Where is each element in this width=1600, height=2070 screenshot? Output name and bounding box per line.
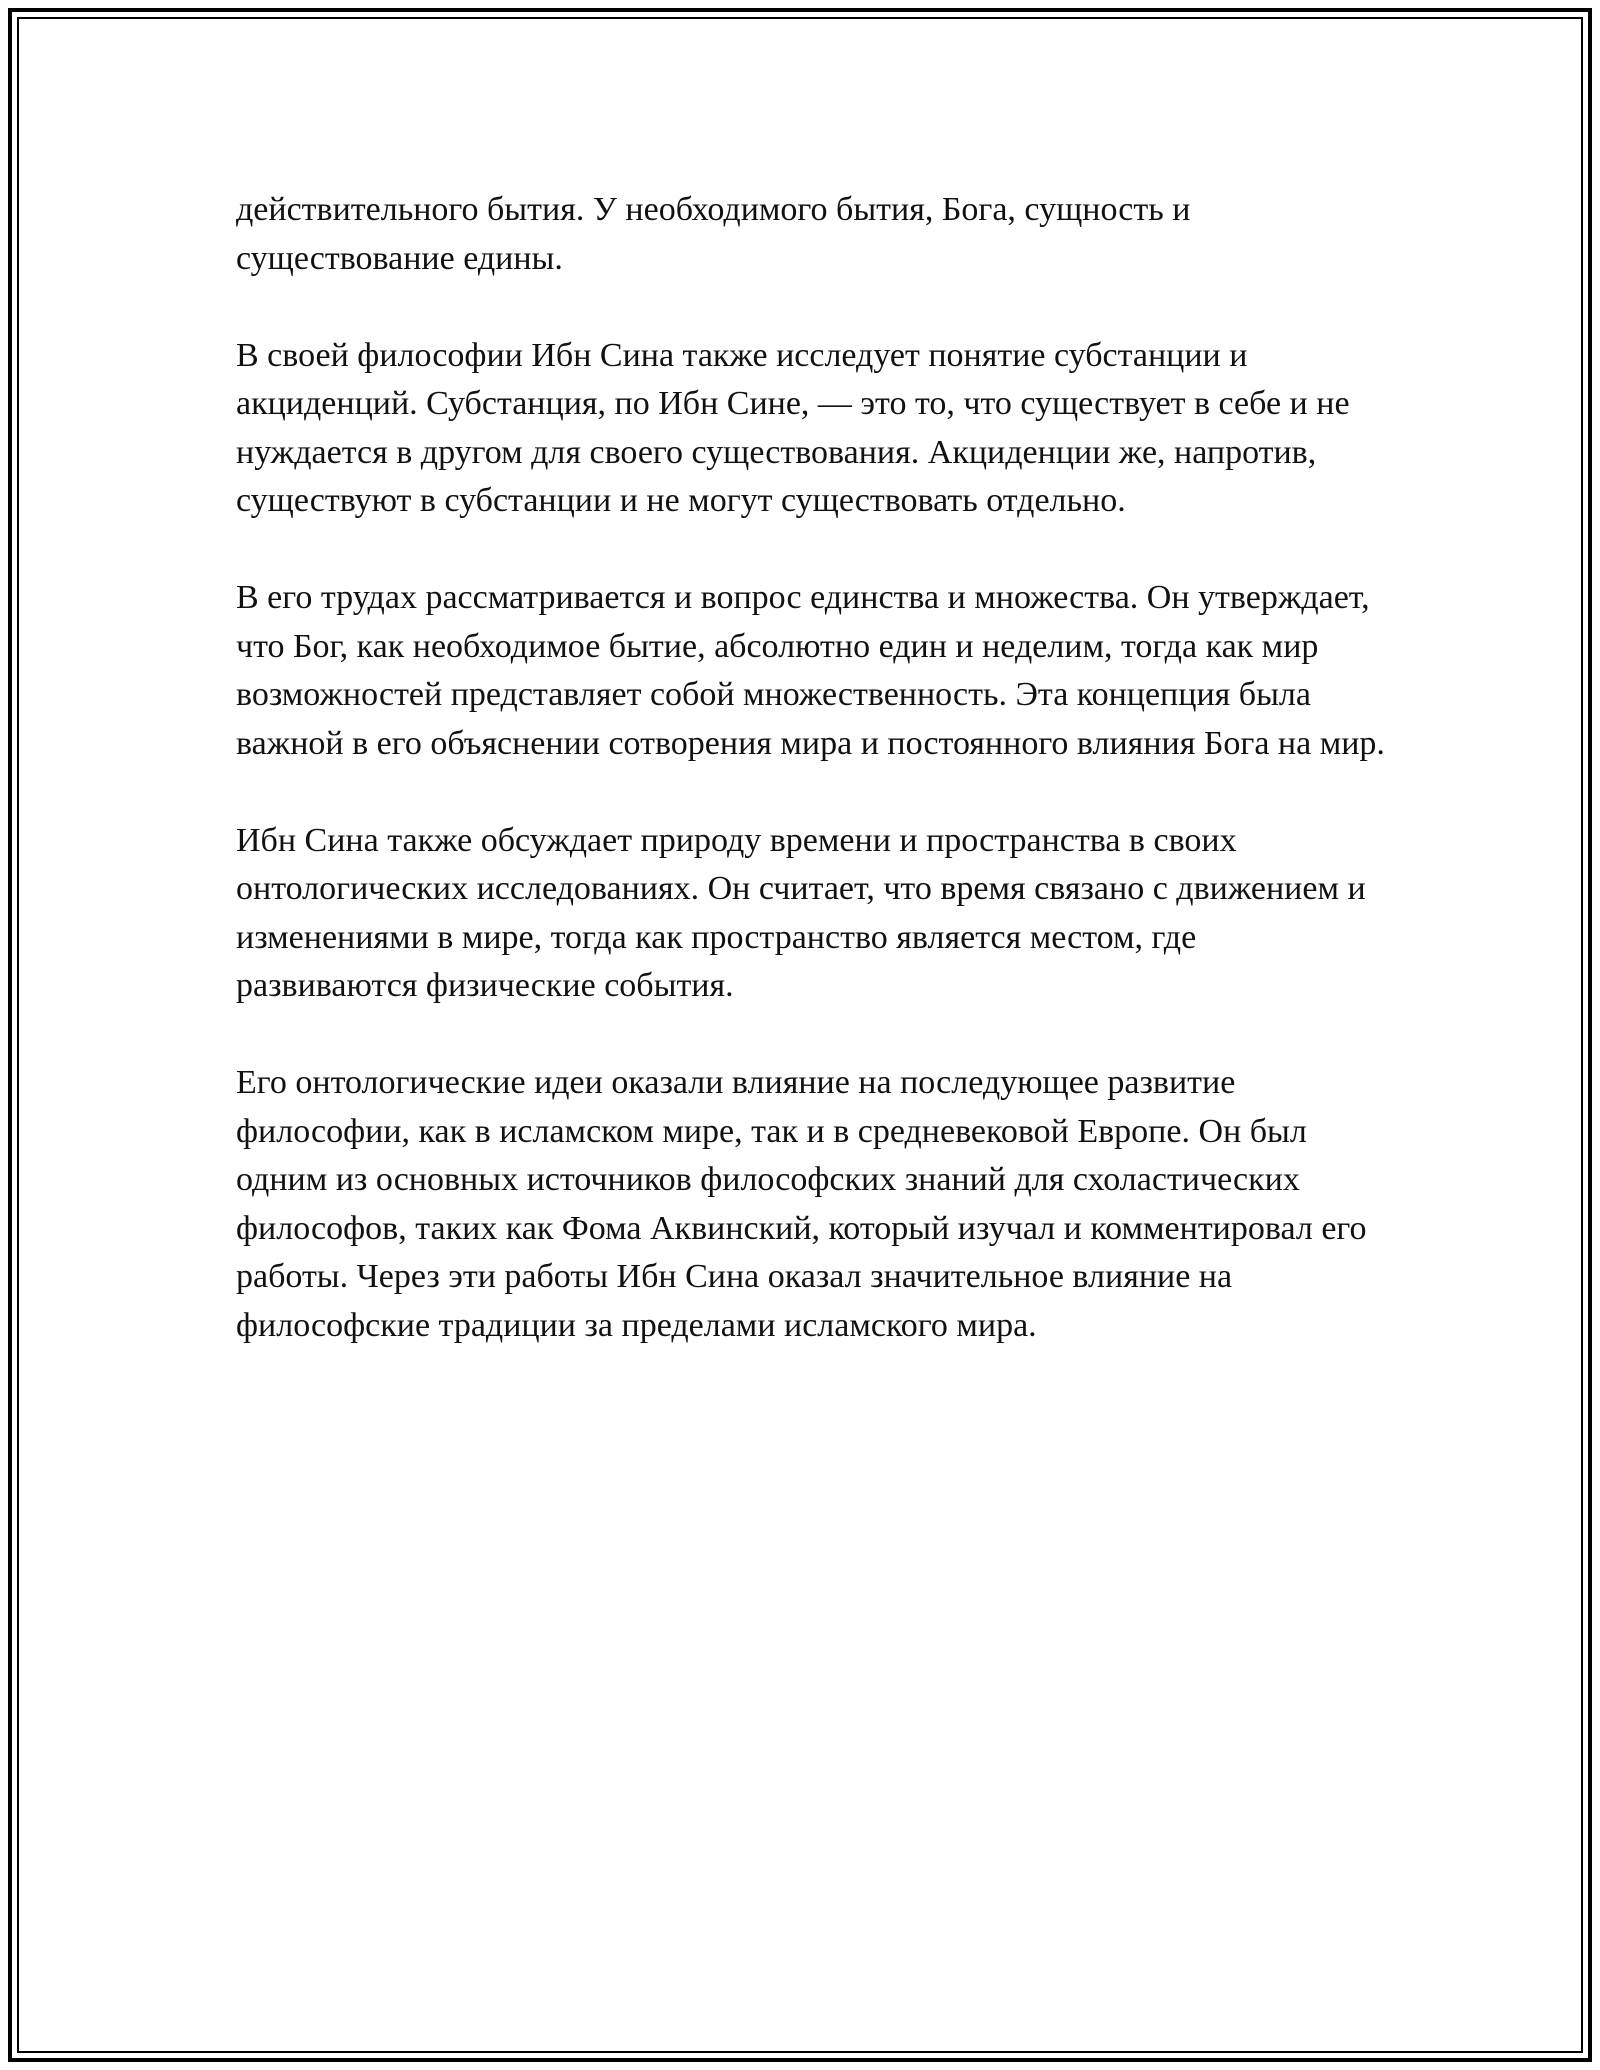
paragraph-2: В своей философии Ибн Сина также исследует понятие субстанции и акциденций. Субстанция, по Ибн Сине, — это то, что существует в себе и не нуждается в другом для своего существования. Акциденции же, напротив, существуют в субстанции и не могут существовать отдельно.: [236, 336, 1350, 519]
paragraph-1: действительного бытия. У необходимого бытия, Бога, сущность и существование едины.: [236, 191, 1191, 277]
document-body: [236, 186, 1386, 1350]
paragraph-4: Ибн Сина также обсуждает природу времени и пространства в своих онтологических исследованиях. Он считает, что время связано с движением и изменениями в мире, тогда как пространство является местом, где развиваются физические события.: [236, 821, 1366, 1004]
paragraph-5: Его онтологические идеи оказали влияние на последующее развитие философии, как в исламском мире, так и в средневековой Европе. Он был одним из основных источников философских знаний для схоластических философов, таких как Фома Аквинский, который изучал и комментировал его работы. Через эти работы Ибн Сина оказал значительное влияние на философские традиции за пределами исламского мира.: [236, 1064, 1367, 1344]
paragraph-3: В его трудах рассматривается и вопрос единства и множества. Он утверждает, что Бог, как необходимое бытие, абсолютно един и неделим, тогда как мир возможностей представляет собой множественность. Эта концепция была важной в его объяснении сотворения мира и постоянного влияния Бога на мир.: [236, 579, 1385, 762]
